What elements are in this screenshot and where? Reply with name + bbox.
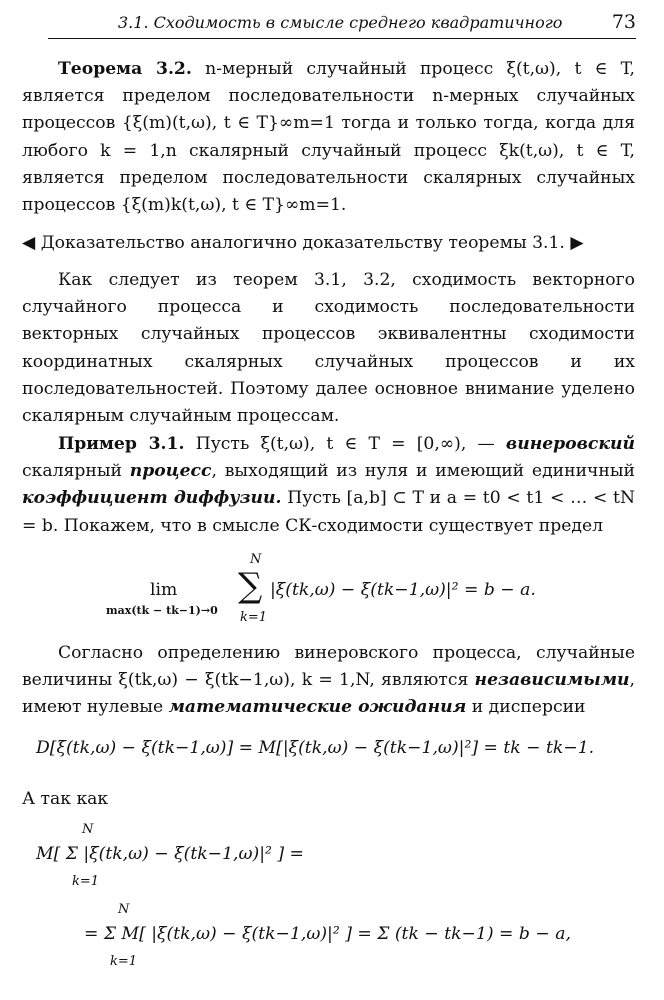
sum-lower-limit-3b: k=1 (110, 954, 138, 969)
formula-expectation-sum (0, 822, 664, 1000)
formula-limit (0, 552, 664, 632)
p2-text-b: , имеют нулевые (22, 670, 635, 718)
paragraph-2-text (22, 640, 635, 722)
theorem-block (22, 56, 635, 219)
variance-formula-text: D[ξ(tk,ω) − ξ(tk−1,ω)] = M[|ξ(tk,ω) − ξ(tk−1,ω)|²] = tk − tk−1. (36, 738, 595, 758)
formula-line-1: M[ Σ |ξ(tk,ω) − ξ(tk−1,ω)|² ] = (36, 844, 304, 864)
example-text-c: , выходящий из нуля и имеющий единичный (211, 461, 635, 482)
sum-upper-limit-3b: N (118, 902, 130, 917)
proof-paragraph (22, 230, 635, 257)
section-title: 3.1. Сходимость в смысле среднего квадратичного (118, 13, 563, 32)
example-label: Пример 3.1. (58, 434, 185, 454)
sum-lower-limit-3: k=1 (72, 874, 100, 889)
proof-text: Доказательство аналогично доказательству теоремы 3.1. (40, 233, 565, 253)
theorem-text: n-мерный случайный процесс ξ(t,ω), t ∈ T, является пределом последовательности n-мерных случайных процессов {ξ(m)(t,ω), t ∈ T}∞m=1 тогда и только тогда, когда для любого k = 1,n скалярный случайный процесс ξk(t,ω), t ∈ T, является пределом последовательности скалярных случайных процессов {ξ(m)k(t,ω), t ∈ T}∞m=1. (22, 59, 636, 216)
sum-lower-limit: k=1 (240, 610, 268, 625)
formula-line-2: = Σ M[ |ξ(tk,ω) − ξ(tk−1,ω)|² ] = Σ (tk − tk−1) = b − a, (84, 924, 571, 944)
lim-subscript: max(tk − tk−1)→0 (106, 604, 218, 617)
example-text-a: Пусть ξ(t,ω), t ∈ T = [0,∞), — (195, 434, 495, 454)
term-process: процесс (129, 461, 212, 482)
theorem-paragraph (22, 56, 635, 219)
example-text-b: скалярный (22, 461, 122, 482)
term-diffusion: коэффициент диффузии. (22, 488, 282, 509)
sum-upper-limit: N (250, 552, 262, 567)
atak-block (22, 786, 635, 813)
example-block (22, 431, 635, 540)
term-expectation: математические ожидания (168, 697, 467, 718)
proof-block (22, 230, 635, 257)
proof-end-marker: ▶ (570, 233, 584, 253)
sum-sign: ∑ (238, 566, 263, 606)
limit-body: |ξ(tk,ω) − ξ(tk−1,ω)|² = b − a. (270, 580, 536, 600)
p2-text-c: и дисперсии (471, 697, 586, 718)
running-header (48, 10, 636, 39)
example-paragraph (22, 431, 635, 540)
p2-text-a: Согласно определению винеровского процесса, случайные величины ξ(tk,ω) − ξ(tk−1,ω), k = 1,N, являются (22, 643, 635, 691)
lim-operator: lim (150, 580, 178, 600)
sum-upper-limit-3: N (82, 822, 94, 837)
page-number: 73 (611, 11, 636, 33)
atak-text: А так как (22, 789, 109, 809)
paragraph-2 (22, 640, 635, 722)
proof-start-marker: ◀ (22, 233, 36, 253)
example-text-d: Пусть [a,b] ⊂ T и a = t0 < t1 < … < tN = b. Покажем, что в смысле СК-сходимости существует предел (22, 488, 635, 536)
theorem-label: Теорема 3.2. (58, 59, 192, 79)
paragraph-1 (22, 267, 635, 430)
formula-variance (0, 738, 664, 768)
term-independent: независимыми (474, 670, 630, 691)
term-wiener: винеровский (505, 434, 636, 454)
paragraph-1-text: Как следует из теорем 3.1, 3.2, сходимость векторного случайного процесса и сходимость последовательности векторных случайных процессов эквивалентны сходимости координатных скалярных случайных процессов и их последовательностей. Поэтому далее основное внимание уделено скалярным случайным процессам. (22, 270, 635, 427)
